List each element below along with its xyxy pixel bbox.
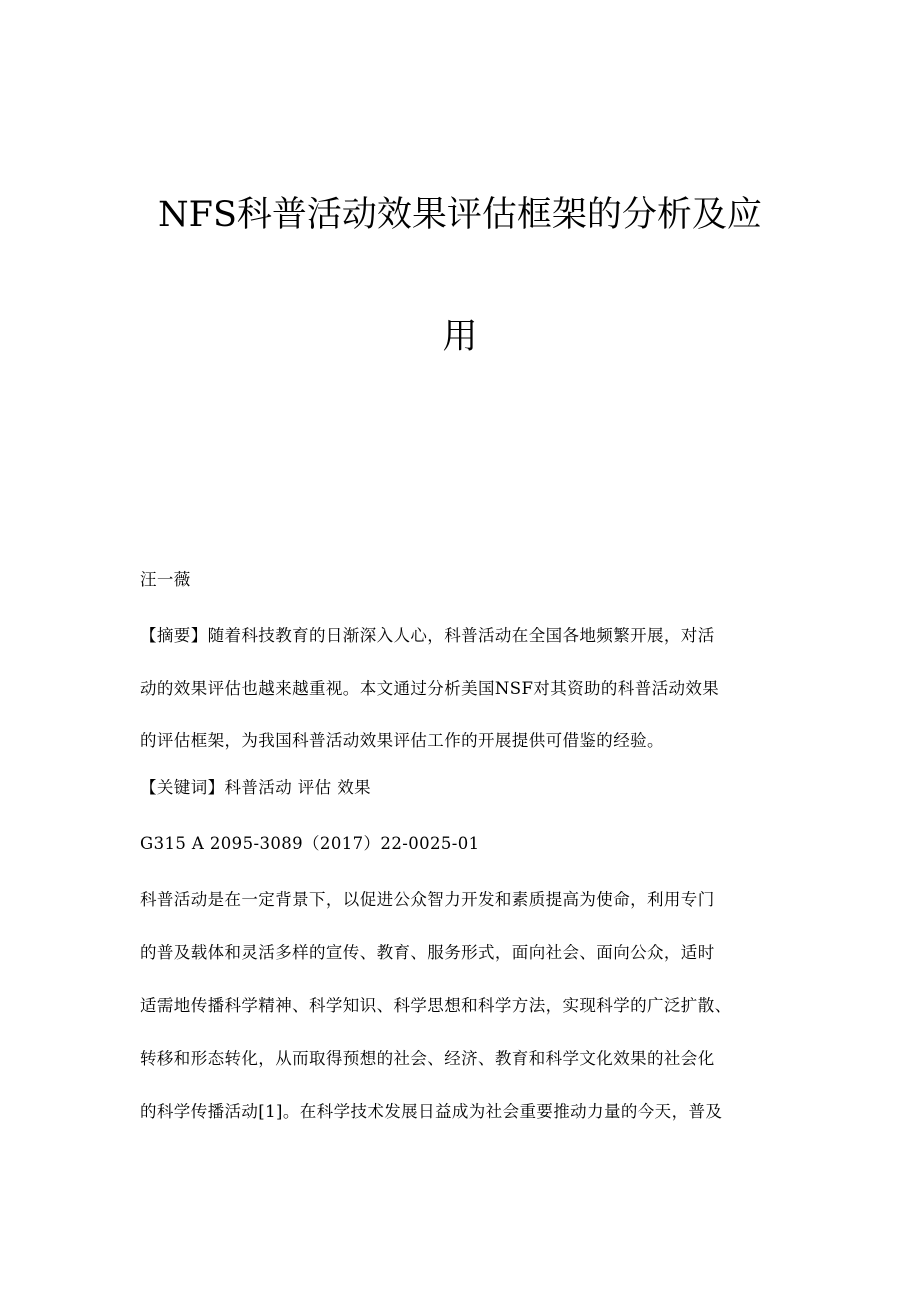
classification-code: G315 A 2095-3089（2017）22-0025-01: [140, 834, 480, 853]
abstract-line: 动的效果评估也越来越重视。本文通过分析美国NSF对其资助的科普活动效果: [140, 679, 720, 698]
body-line: 的普及载体和灵活多样的宣传、教育、服务形式，面向社会、面向公众，适时: [140, 943, 715, 962]
document-title-line-2: 用: [442, 317, 478, 357]
body-line: 转移和形态转化，从而取得预想的社会、经济、教育和科学文化效果的社会化: [140, 1049, 715, 1068]
body-line: 科普活动是在一定背景下，以促进公众智力开发和素质提高为使命，利用专门: [140, 890, 715, 909]
keywords: 【关键词】科普活动 评估 效果: [140, 778, 371, 797]
author: 汪一薇: [140, 570, 191, 589]
body-line: 适需地传播科学精神、科学知识、科学思想和科学方法，实现科学的广泛扩散、: [140, 996, 732, 1015]
abstract-line: 【摘要】随着科技教育的日渐深入人心，科普活动在全国各地频繁开展，对活: [140, 626, 715, 645]
document-title-line-1: NFS科普活动效果评估框架的分析及应: [158, 195, 762, 235]
abstract-line: 的评估框架，为我国科普活动效果评估工作的开展提供可借鉴的经验。: [140, 731, 664, 750]
body-line: 的科学传播活动[1]。在科学技术发展日益成为社会重要推动力量的今天，普及: [140, 1102, 723, 1121]
